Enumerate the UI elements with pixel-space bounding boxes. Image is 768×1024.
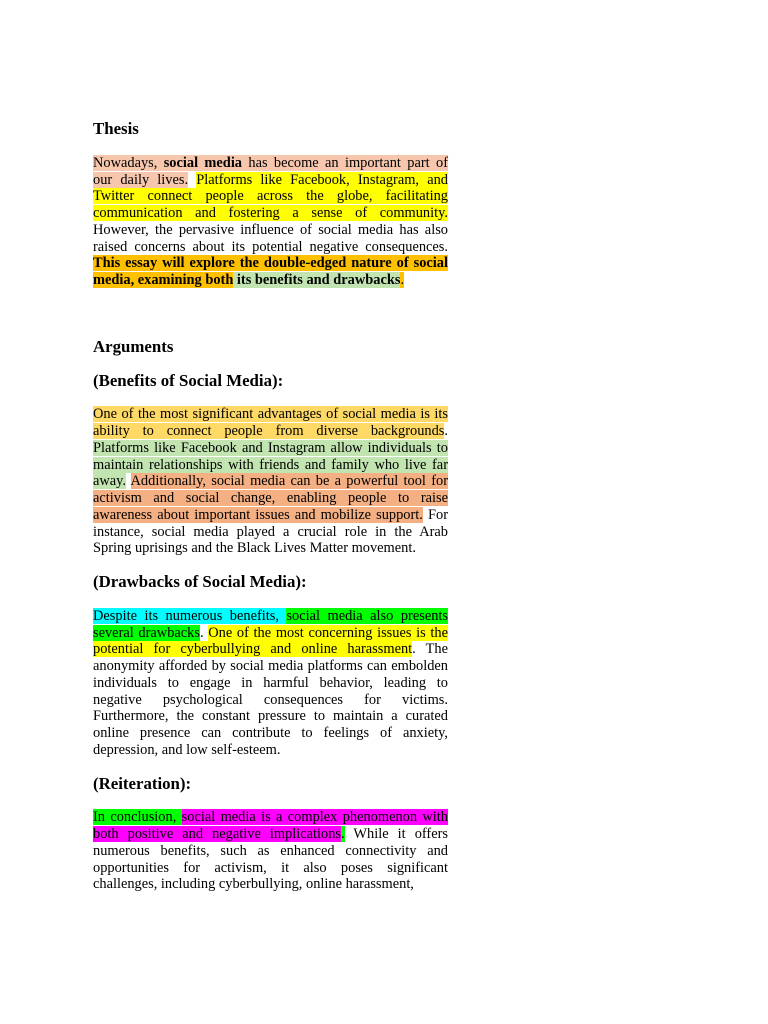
drawbacks-paragraph (93, 608, 448, 759)
highlighted-text: social media is a complex phenomenon with both positive and negative implications (93, 809, 448, 842)
document-page (93, 121, 448, 893)
highlighted-text: One of the most significant advantages of social media is its ability to connect people from diverse backgrounds (93, 406, 448, 439)
text-segment: . (199, 624, 209, 641)
highlighted-text: In conclusion, (93, 809, 182, 826)
benefits-paragraph (93, 406, 448, 557)
text-segment: . (444, 423, 448, 439)
reiteration-paragraph (93, 809, 448, 893)
thesis-paragraph (93, 155, 448, 289)
text-segment (126, 473, 131, 489)
highlighted-text: Nowadays, (93, 154, 164, 171)
text-segment: . The anonymity afforded by social media platforms can embolden individuals to engage in harmful behavior, leading to negative psychological consequences for victims. Furthermore, the constant pressure to maintain a curated online presence can contribute to feelings of anxiety, depression, and low self-esteem. (93, 641, 448, 758)
highlighted-text: Additionally, social media can be a powerful tool for activism and social change, enabling people to raise awareness about important issues and mobilize support. (93, 473, 448, 523)
highlighted-text: . (400, 272, 405, 288)
highlighted-text: has become an important part of our daily lives. (93, 154, 448, 188)
arguments-heading: Arguments (93, 336, 174, 356)
drawbacks-heading: (Drawbacks of Social Media): (93, 572, 307, 591)
reiteration-heading: (Reiteration): (93, 773, 192, 793)
highlighted-text: . (341, 826, 345, 842)
highlighted-text: Platforms like Facebook and Instagram allow individuals to maintain relationships with friends and family who live far away. (93, 439, 448, 490)
highlighted-text: This essay will explore the double-edged nature of social media, examining both (93, 255, 448, 288)
highlighted-text: its benefits and drawbacks (233, 272, 401, 288)
thesis-heading: Thesis (93, 119, 139, 138)
text-segment: While it offers numerous benefits, such as enhanced connectivity and opportunities for activism, it also poses significant challenges, including cyberbullying, online harassment, (93, 826, 448, 893)
highlighted-text: social media (163, 154, 243, 171)
text-segment: For instance, social media played a crucial role in the Arab Spring uprisings and the Black Lives Matter movement. (93, 506, 448, 557)
benefits-heading: (Benefits of Social Media): (93, 370, 284, 390)
highlighted-text: One of the most concerning issues is the potential for cyberbullying and online harassment (93, 624, 448, 658)
highlighted-text: Despite its numerous benefits, (93, 607, 287, 624)
highlighted-text: Platforms like Facebook, Instagram, and Twitter connect people across the globe, facilitating communication and fostering a sense of community. (93, 171, 448, 221)
text-segment: However, the pervasive influence of social media has also raised concerns about its potential negative consequences. (93, 221, 448, 255)
highlighted-text: social media also presents several drawbacks (93, 607, 449, 641)
